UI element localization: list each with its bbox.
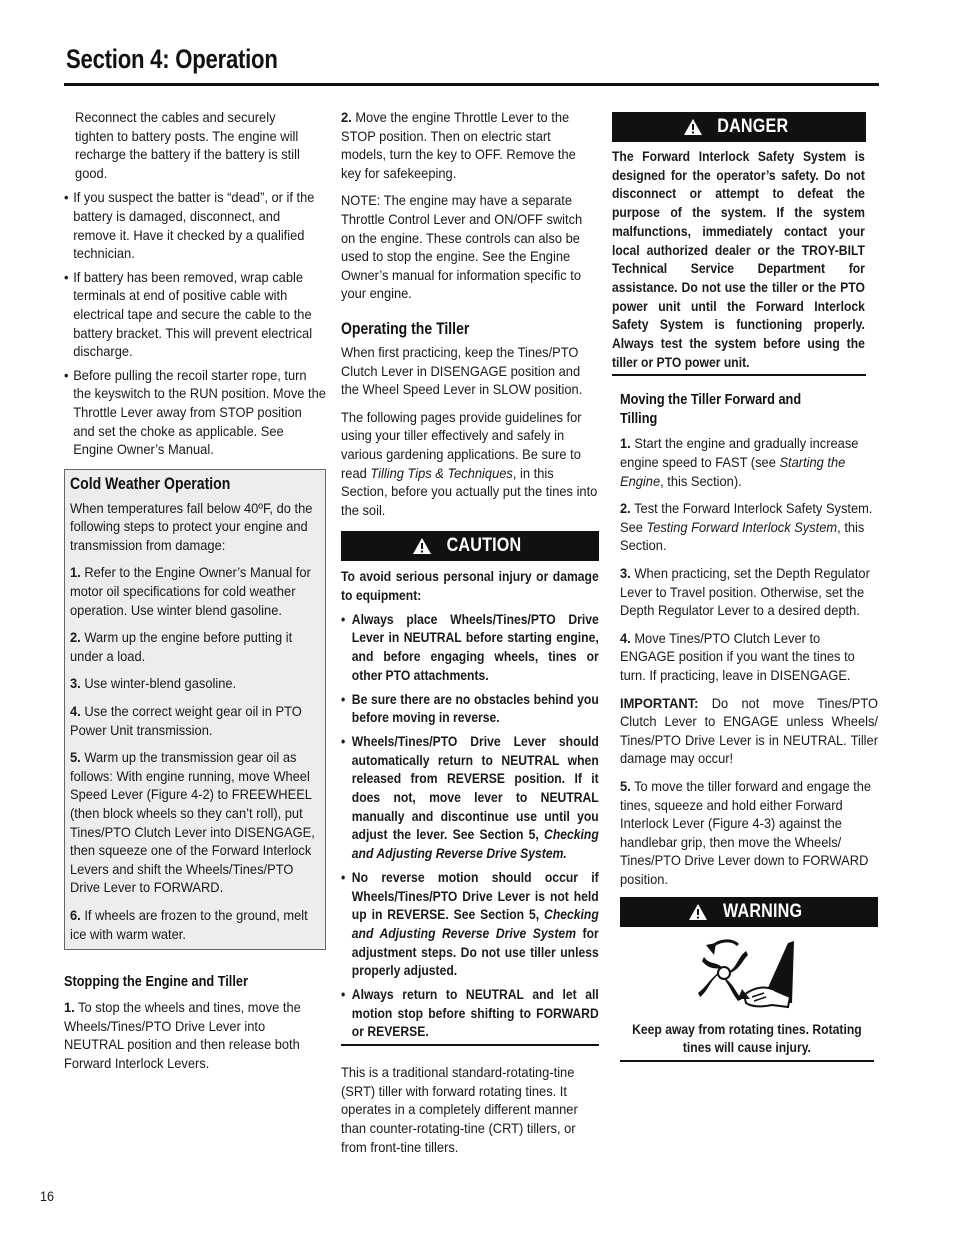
bullet-item <box>64 188 326 262</box>
cold-step <box>70 628 320 665</box>
stop-step-2 <box>341 108 599 182</box>
cold-step <box>70 748 320 897</box>
caution-bullet <box>341 869 599 981</box>
stopping-title: Stopping the Engine and Tiller <box>64 973 248 991</box>
warning-triangle-icon <box>688 903 708 921</box>
text-run: for adjustment steps. Do not use tiller unless properly adjusted. <box>351 925 599 979</box>
text-run: The following pages provide guidelines for using your tiller effectively and safely in various gardening applications. Be sure to read <box>341 408 582 481</box>
step-number: 4. <box>620 629 631 646</box>
cold-weather-title: Cold Weather Operation <box>70 474 231 493</box>
moving-step <box>620 564 878 620</box>
rotating-tines-figure <box>620 935 874 1017</box>
step-text: When practicing, set the Depth Regulator Lever to Travel position. Otherwise, set the Depth Regulator Lever to a desired depth. <box>620 565 870 619</box>
text-run: Wheels/Tines/PTO Drive Lever should automatically return to NEUTRAL when released from REVERSE position. If it does not, move lever to NEUTRAL manually and discontinue use until you adjust the lever. See Section 5, <box>351 733 599 843</box>
step-text: Warm up the transmission gear oil as follows: With engine running, move Wheel Speed Lever (Figure 4-2) to FREEWHEEL (then block wheels so they can’t roll), put Tines/PTO Clutch Lever into DISENGAGE, then squeeze one of the Forward Interlock Levers and shift the Wheels/Tines/PTO Drive Lever to FORWARD. <box>70 749 315 896</box>
step-text: Use the correct weight gear oil in PTO Power Unit transmission. <box>70 703 302 738</box>
engine-note: NOTE: The engine may have a separate Throttle Control Lever and ON/OFF switch on the engine. These controls can also be used to stop the engine. See the Engine Owner’s manual for information specific to your engine. <box>341 192 583 302</box>
operating-p2 <box>341 408 599 520</box>
important-text: Do not move Tines/PTO Clutch Lever to ENGAGE unless Wheels/ Tines/PTO Drive Lever is in NEUTRAL. Tiller damage may occur! <box>620 694 879 767</box>
bullet-text: If battery has been removed, wrap cable terminals at end of positive cable with electrical tape and secure the cable to the battery bracket. This will prevent electrical discharge. <box>73 268 313 360</box>
moving-steps <box>612 434 878 1061</box>
danger-text: The Forward Interlock Safety System is designed for the operator’s safety. Do not disconnect or attempt to defeat the purpose of the system. If the system malfunctions, immediately contact your local authorized dealer or the TROY-BILT Technical Service Department for assistance. Do not use the tiller or the PTO power unit until the Forward Interlock Safety System is functioning properly. Always test the system before using the tiller or PTO power unit. <box>612 149 865 370</box>
warning-bottom-rule <box>620 1060 874 1062</box>
text-run: , this Section. <box>620 518 865 554</box>
bullet-dot: • <box>64 366 69 383</box>
warning-bar <box>620 897 878 927</box>
cold-step <box>70 563 320 619</box>
text-run: , in this Section, before you actually put the tines into the soil. <box>341 464 598 518</box>
step-text: Refer to the Engine Owner’s Manual for motor oil specifications for cold weather operation. Use winter blend gasoline. <box>70 564 311 618</box>
column-right <box>612 108 878 1062</box>
italic-ref: Checking and Adjusting Reverse Drive System <box>351 907 599 941</box>
warning-triangle-icon <box>683 118 703 136</box>
bullet-dot: • <box>64 268 69 285</box>
bullet-text: Be sure there are no obstacles behind you before moving in reverse. <box>351 691 599 726</box>
battery-intro: Reconnect the cables and securely tighten to battery posts. The engine will recharge the battery if the battery is still good. <box>75 109 300 181</box>
bullet-dot: • <box>64 189 69 206</box>
srt-paragraph: This is a traditional standard-rotating-tine (SRT) tiller with forward rotating tines. It operates in a completely different manner than counter-rotating-tine (CRT) tillers, or from front-tine tillers. <box>341 1064 578 1155</box>
text-run: Test the Forward Interlock Safety System. See <box>620 500 873 535</box>
step-text: To stop the wheels and tines, move the Wheels/Tines/PTO Drive Lever into NEUTRAL position and then release both Forward Interlock Levers. <box>64 999 301 1071</box>
caution-bullet <box>341 691 599 728</box>
bullet-dot: • <box>341 691 346 707</box>
moving-step <box>620 434 878 490</box>
cold-step <box>70 702 320 739</box>
step-text: Use winter-blend gasoline. <box>84 675 237 692</box>
danger-bar <box>612 112 866 142</box>
stopping-step <box>64 998 326 1072</box>
bullet-dot: • <box>341 987 346 1003</box>
bullet-text: Always place Wheels/Tines/PTO Drive Lever in NEUTRAL before starting engine, and before engaging wheels, tines or other PTO attachments. <box>351 611 599 683</box>
bullet-text <box>352 869 599 981</box>
italic-ref: Starting the Engine <box>620 454 846 489</box>
rotating-tines-hazard-icon <box>692 935 802 1017</box>
moving-step <box>620 777 878 889</box>
caution-bullet <box>341 733 599 864</box>
bullet-dot: • <box>341 733 346 749</box>
moving-step <box>620 499 878 555</box>
caution-label: CAUTION <box>446 535 522 557</box>
caution-bullet <box>341 986 599 1042</box>
bullet-dot: • <box>341 869 346 885</box>
warning-label: WARNING <box>723 900 803 922</box>
cold-step <box>70 674 320 693</box>
bullet-text <box>352 733 599 864</box>
step-text: Warm up the engine before putting it under a load. <box>70 629 293 664</box>
step-number: 2. <box>341 109 352 125</box>
step-text: If wheels are frozen to the ground, melt ice with warm water. <box>70 906 308 942</box>
danger-label: DANGER <box>717 116 789 137</box>
caution-bar <box>341 531 599 561</box>
bullet-text: If you suspect the batter is “dead”, or if the battery is damaged, disconnect, and remove it. Have it checked by a qualified technician. <box>73 189 315 262</box>
step-number: 1. <box>620 435 631 452</box>
bullet-item <box>64 366 326 459</box>
warning-triangle-icon <box>412 537 432 555</box>
bullet-item <box>64 268 326 361</box>
moving-title: Moving the Tiller Forward and Tilling <box>620 391 802 428</box>
page-title: Section 4: Operation <box>66 44 278 74</box>
italic-ref: Testing Forward Interlock System <box>646 518 838 535</box>
cold-step <box>70 906 320 943</box>
caution-bullet <box>341 611 599 686</box>
important-label: IMPORTANT: <box>620 694 699 711</box>
operating-p1: When first practicing, keep the Tines/PTO Clutch Lever in DISENGAGE position and the Wheel Speed Lever in SLOW position. <box>341 343 583 398</box>
moving-step <box>620 629 878 685</box>
header-rule <box>64 83 879 86</box>
step-number: 2. <box>70 629 81 646</box>
bullet-dot: • <box>341 611 346 627</box>
caution-bottom-rule <box>341 1044 599 1046</box>
warning-caption: Keep away from rotating tines. Rotating tines will cause injury. <box>632 1021 862 1056</box>
text-run: No reverse motion should occur if Wheels/Tines/PTO Drive Lever is not held up in REVERSE. See Section 5, <box>351 869 599 923</box>
step-number: 3. <box>70 675 81 692</box>
text-run: , this Section). <box>660 472 742 489</box>
step-number: 5. <box>70 749 81 766</box>
bullet-text: Before pulling the recoil starter rope, turn the keyswitch to the RUN position. Move the Throttle Lever away from STOP position and set the choke as applicable. See Engine Owner’s Manual. <box>73 366 326 458</box>
important-note <box>620 694 878 768</box>
italic-ref: Tilling Tips & Techniques <box>370 464 513 481</box>
text-run: Start the engine and gradually increase engine speed to FAST (see <box>620 435 859 471</box>
step-text: Move the engine Throttle Lever to the STOP position. Then on electric start models, turn the key to OFF. Remove the key for safekeeping. <box>341 109 576 181</box>
page-number: 16 <box>40 1188 55 1204</box>
operating-title: Operating the Tiller <box>341 319 470 338</box>
step-number: 1. <box>64 999 75 1016</box>
step-number: 4. <box>70 703 81 720</box>
caution-intro: To avoid serious personal injury or damage to equipment: <box>341 569 599 603</box>
step-text: Move Tines/PTO Clutch Lever to ENGAGE position if you want the tines to turn. If practicing, leave in DISENGAGE. <box>620 629 855 683</box>
italic-ref: Checking and Adjusting Reverse Drive System. <box>351 827 599 862</box>
step-number: 3. <box>620 565 631 581</box>
step-number: 5. <box>620 777 631 794</box>
cold-weather-box <box>64 469 326 950</box>
column-middle <box>341 108 599 1156</box>
bullet-text: Always return to NEUTRAL and let all motion stop before shifting to FORWARD or REVERSE. <box>351 987 599 1040</box>
danger-bottom-rule <box>612 374 866 376</box>
step-number: 1. <box>70 564 81 581</box>
step-text: To move the tiller forward and engage the tines, squeeze and hold either Forward Interlock Lever (Figure 4-3) against the handlebar grip, then move the Wheels/ Tines/PTO Drive Lever down to FORWARD position. <box>620 777 872 887</box>
step-number: 2. <box>620 500 631 517</box>
column-left <box>64 108 326 1073</box>
cold-weather-intro: When temperatures fall below 40ºF, do the following steps to protect your engine and transmission from damage: <box>70 499 313 553</box>
step-number: 6. <box>70 906 81 923</box>
